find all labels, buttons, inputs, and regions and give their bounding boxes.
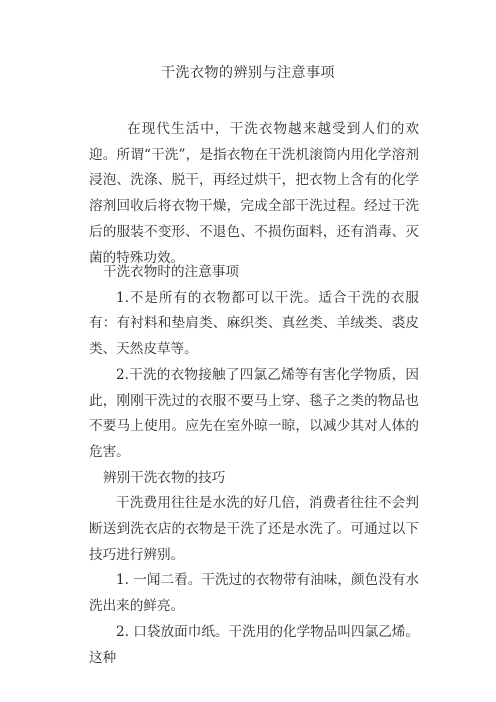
- section1-item-1: 1.不是所有的衣物都可以干洗。适合干洗的衣服有：有衬料和垫肩类、麻织类、真丝类、羊绒类、裘皮类、天然皮草等。: [89, 289, 419, 358]
- intro-paragraph-block: [89, 117, 419, 271]
- section2-intro: 干洗费用往往是水洗的好几倍，消费者往往不会判断送到洗衣店的衣物是干洗了还是水洗了。可通过以下技巧进行辨别。: [89, 495, 419, 563]
- intro-paragraph: 在现代生活中，干洗衣物越来越受到人们的欢迎。所谓“干洗”，是指衣物在干洗机滚筒内用化学溶剂浸泡、洗涤、脱干，再经过烘干，把衣物上含有的化学溶剂回收后将衣物干燥，完成全部干洗过程。经过干洗后的服装不变形、不退色、不损伤面料，还有消毒、灭菌的特殊功效。: [89, 121, 419, 266]
- section2-item-1: 1. 一闻二看。干洗过的衣物带有油味，颜色没有水洗出来的鲜亮。: [89, 572, 419, 615]
- section2-heading: 辨别干洗衣物的技巧: [103, 469, 226, 486]
- section1-block: [89, 260, 419, 671]
- document-title: 干洗衣物的辨别与注意事项: [161, 65, 335, 81]
- section2-item-2: 2. 口袋放面巾纸。干洗用的化学物品叫四氯乙烯。这种: [89, 623, 419, 666]
- section1-item-2: 2.干洗的衣物接触了四氯乙烯等有害化学物质，因此，刚刚干洗过的衣服不要马上穿、毯子之类的物品也不要马上使用。应先在室外晾一晾，以减少其对人体的危害。: [89, 366, 419, 460]
- section1-heading: 干洗衣物时的注意事项: [103, 264, 239, 280]
